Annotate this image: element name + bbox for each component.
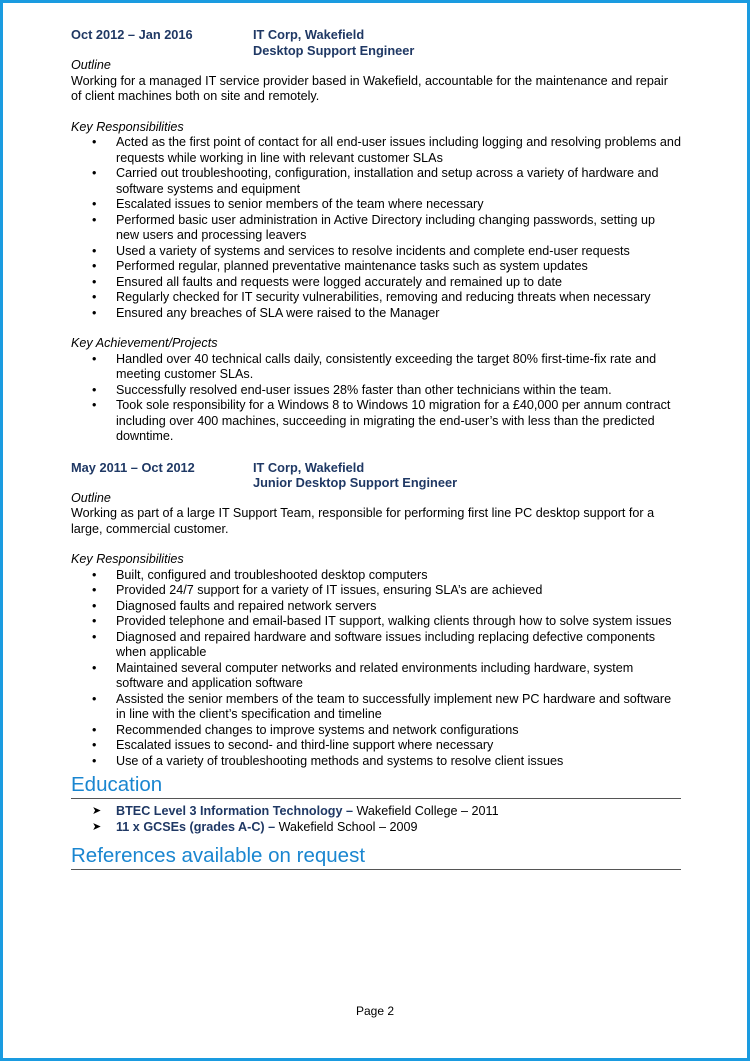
list-item: • Diagnosed and repaired hardware and software issues including replacing defective components when applicable <box>116 630 681 661</box>
list-item: • Use of a variety of troubleshooting methods and systems to resolve client issues <box>116 754 681 770</box>
job2-outline-label: Outline <box>71 490 111 505</box>
cv-content <box>71 27 681 870</box>
qualification-name: BTEC Level 3 Information Technology – <box>116 804 353 818</box>
page-number: Page 2 <box>355 1004 395 1018</box>
job2-date: May 2011 – Oct 2012 <box>71 459 195 475</box>
list-item: • Maintained several computer networks and related environments including hardware, system software and application software <box>116 661 681 692</box>
list-item: • Recommended changes to improve systems and network configurations <box>116 723 681 739</box>
job1-company: IT Corp, Wakefield <box>253 27 365 42</box>
list-item: • Escalated issues to senior members of the team where necessary <box>116 197 681 213</box>
job2-outline: Working as part of a large IT Support Team, responsible for performing first line PC desktop support for a large, commercial customer. <box>71 506 655 536</box>
list-item <box>92 804 681 820</box>
job1-outline-label: Outline <box>71 58 111 72</box>
job1-date: Oct 2012 – Jan 2016 <box>71 27 193 42</box>
list-item: • Diagnosed faults and repaired network servers <box>116 599 681 615</box>
job1-achievements-label: Key Achievement/Projects <box>71 336 218 350</box>
arrow-bullet-icon: ➤ <box>92 820 102 833</box>
list-item: • Assisted the senior members of the team to successfully implement new PC hardware and software in line with the client’s specification and timeline <box>116 692 681 723</box>
list-item: • Successfully resolved end-user issues 28% faster than other technicians within the team. <box>116 383 681 399</box>
job1-title: Desktop Support Engineer <box>253 42 415 58</box>
qualification-name: 11 x GCSEs (grades A-C) – <box>116 819 276 834</box>
list-item: • Built, configured and troubleshooted desktop computers <box>116 568 681 584</box>
job1-header <box>71 27 681 58</box>
list-item: • Performed basic user administration in Active Directory including changing passwords, setting up new users and processing leavers <box>116 213 681 244</box>
list-item: • Regularly checked for IT security vulnerabilities, removing and reducing threats when necessary <box>116 290 681 306</box>
list-item: • Took sole responsibility for a Windows 8 to Windows 10 migration for a £40,000 per annum contract including over 400 machines, succeeding in migrating the end-user’s with less than the predicted downtime. <box>116 398 681 445</box>
job1-responsibilities <box>71 135 681 321</box>
references-heading: References available on request <box>71 843 681 870</box>
job2-header <box>71 460 681 491</box>
list-item <box>92 819 681 836</box>
qualification-detail: Wakefield College – 2011 <box>352 804 499 818</box>
list-item: • Provided telephone and email-based IT support, walking clients through how to solve system issues <box>116 614 681 630</box>
job1-responsibilities-label: Key Responsibilities <box>71 119 184 134</box>
list-item: • Performed regular, planned preventative maintenance tasks such as system updates <box>116 259 681 275</box>
list-item: • Carried out troubleshooting, configuration, installation and setup across a variety of hardware and software systems and equipment <box>116 166 681 197</box>
list-item: • Ensured all faults and requests were logged accurately and remained up to date <box>116 275 681 291</box>
job2-title: Junior Desktop Support Engineer <box>253 475 458 490</box>
job1-achievements <box>71 352 681 445</box>
list-item: • Provided 24/7 support for a variety of IT issues, ensuring SLA’s are achieved <box>116 583 681 599</box>
job2-responsibilities-label: Key Responsibilities <box>71 552 184 566</box>
education-list <box>71 804 681 835</box>
list-item: • Escalated issues to second- and third-line support where necessary <box>116 738 681 754</box>
list-item: • Ensured any breaches of SLA were raised to the Manager <box>116 306 681 322</box>
job1-outline: Working for a managed IT service provider based in Wakefield, accountable for the maintenance and repair of client machines both on site and remotely. <box>71 73 668 103</box>
job2-company: IT Corp, Wakefield <box>253 459 365 475</box>
list-item: • Used a variety of systems and services to resolve incidents and complete end-user requests <box>116 244 681 260</box>
list-item: • Handled over 40 technical calls daily, consistently exceeding the target 80% first-time-fix rate and meeting customer SLAs. <box>116 352 681 383</box>
arrow-bullet-icon: ➤ <box>92 805 102 817</box>
job2-responsibilities <box>71 568 681 770</box>
qualification-detail: Wakefield School – 2009 <box>275 819 418 834</box>
list-item: • Acted as the first point of contact for all end-user issues including logging and resolving problems and requests while working in line with relevant customer SLAs <box>116 135 681 166</box>
education-heading: Education <box>71 772 681 799</box>
